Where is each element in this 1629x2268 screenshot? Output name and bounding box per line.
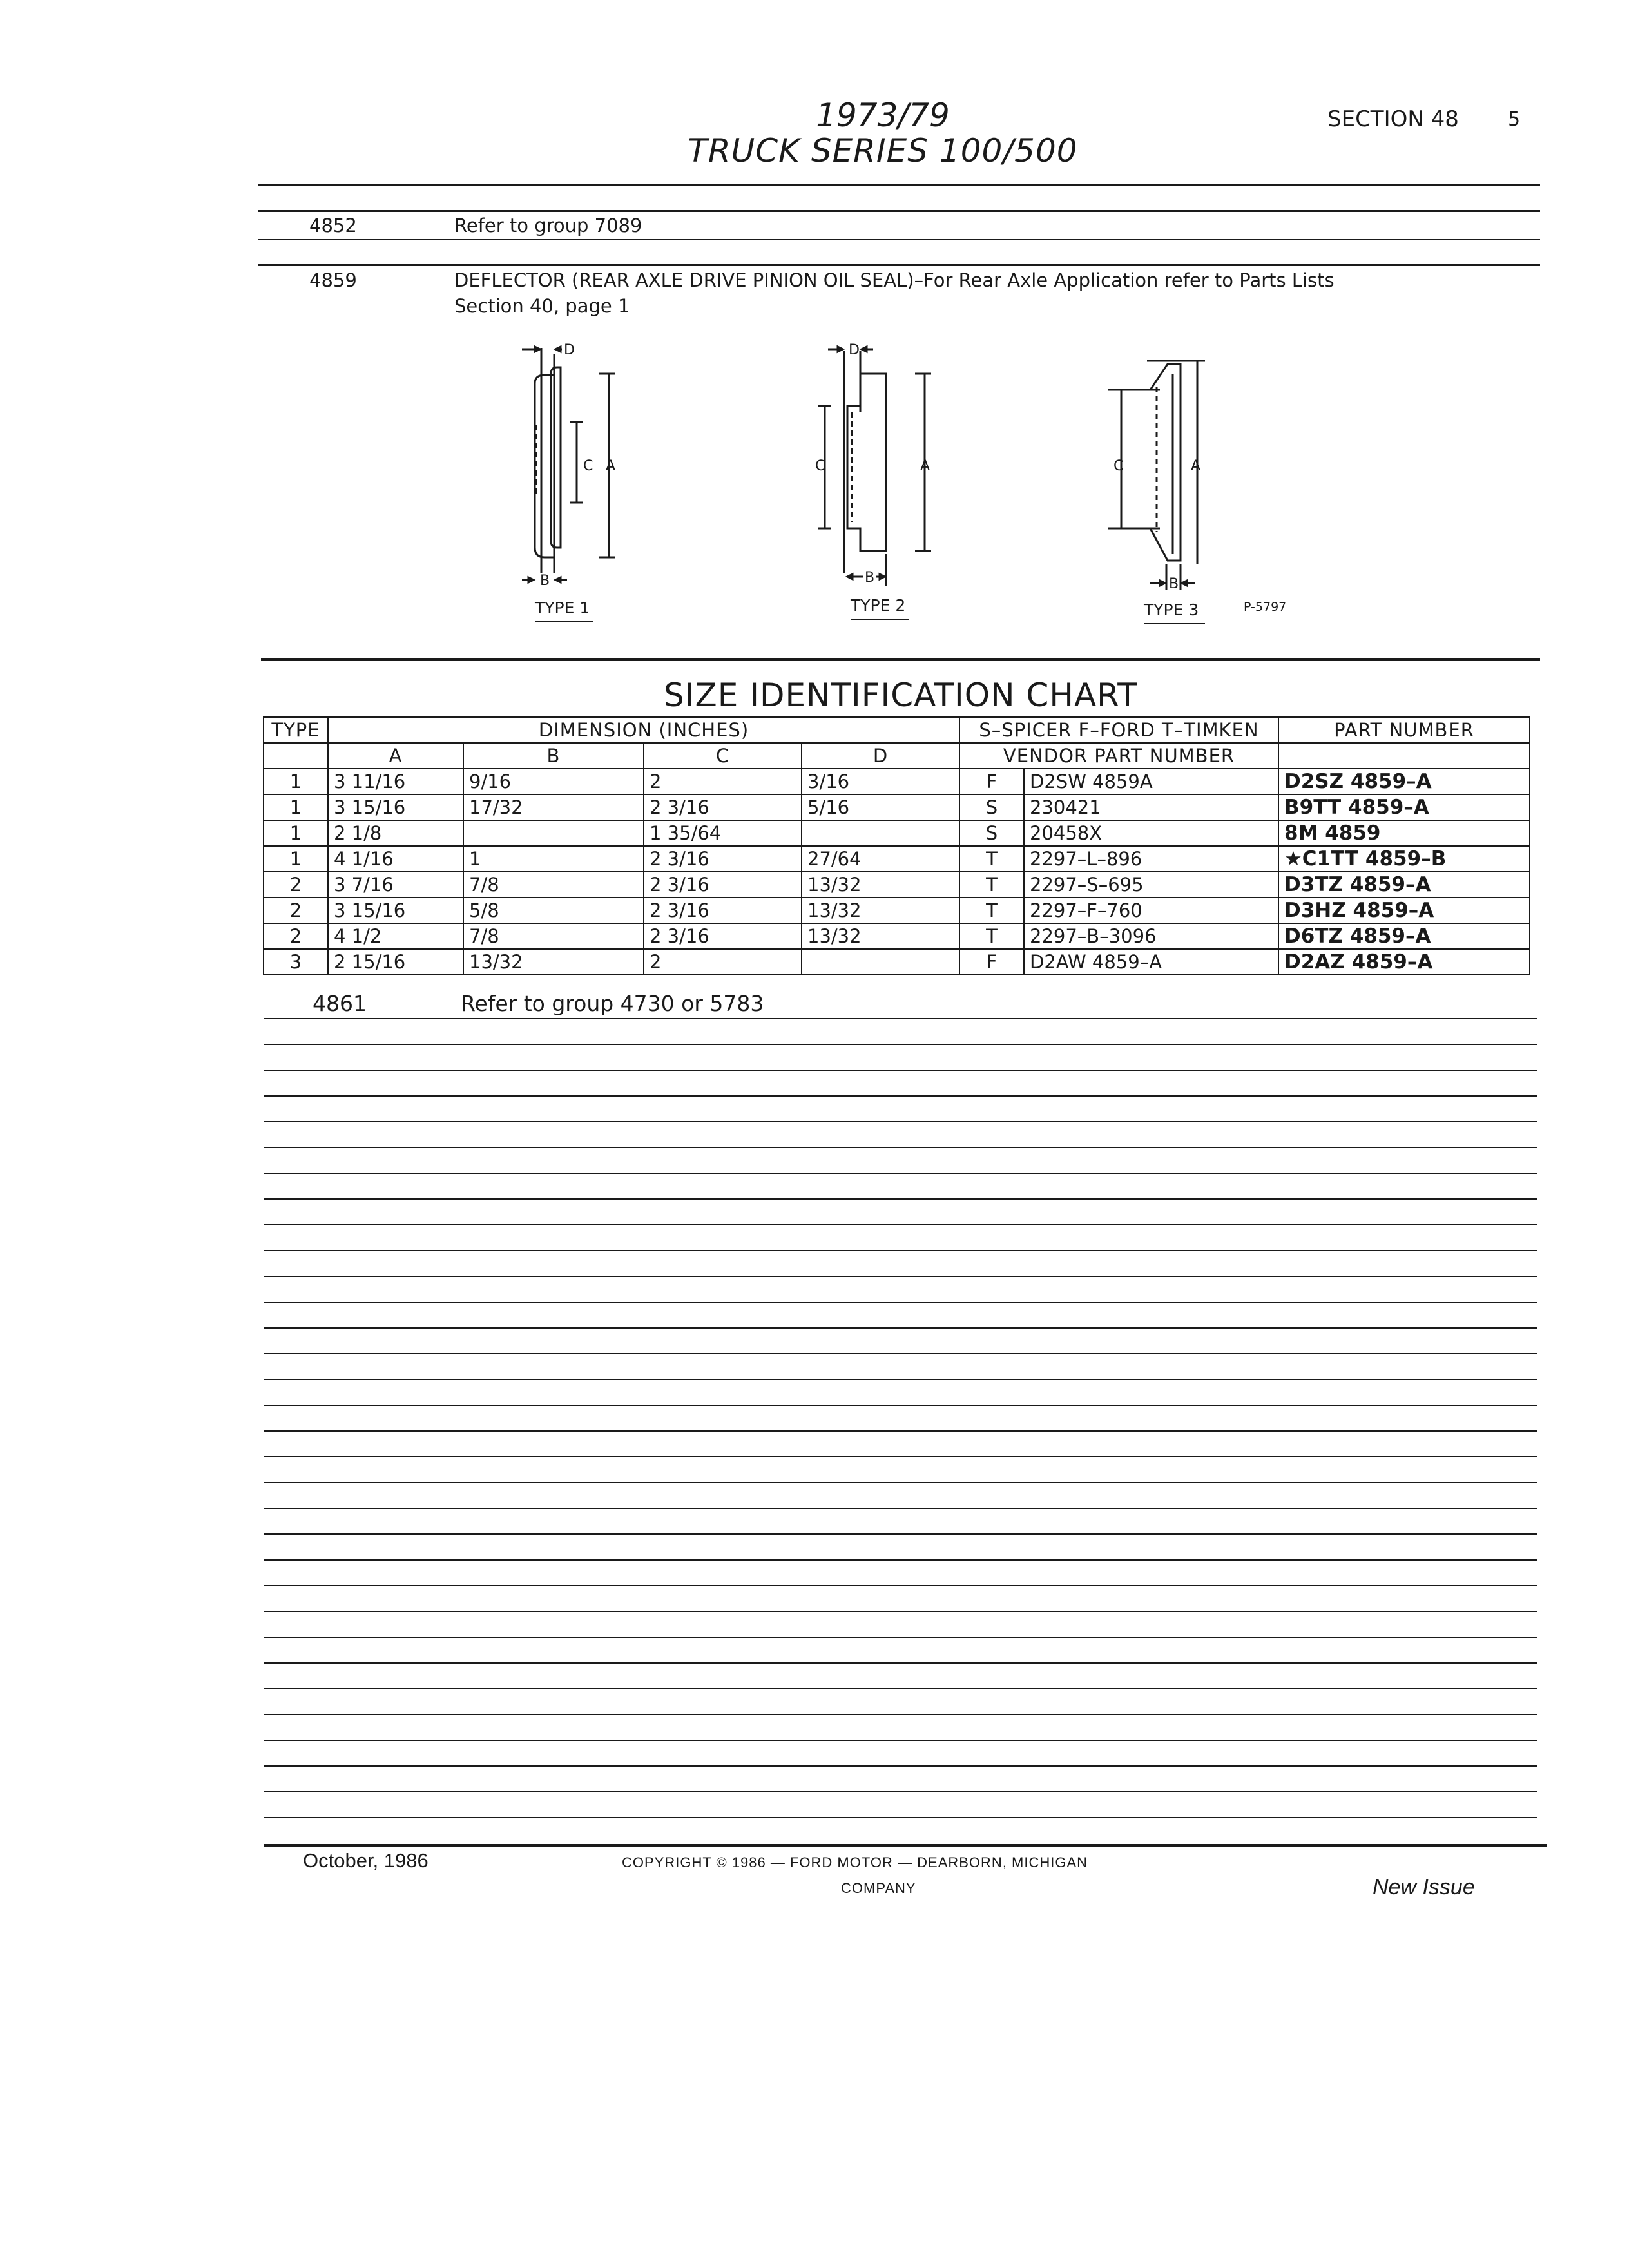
- cell-b: 5/8: [463, 898, 644, 923]
- cell-a: 2 15/16: [328, 949, 463, 975]
- entry-group-4859: 4859: [309, 269, 357, 291]
- type1-label: TYPE 1: [535, 599, 590, 617]
- header-rule: [258, 184, 1540, 186]
- table-row: [264, 898, 1530, 923]
- cell-type: 2: [264, 872, 328, 898]
- type1-dim-c: C: [583, 458, 593, 474]
- cell-c: 2 3/16: [644, 846, 802, 872]
- type3-dim-b: B: [1169, 576, 1179, 592]
- entry-text-4861: Refer to group 4730 or 5783: [461, 991, 764, 1016]
- cell-b: 17/32: [463, 794, 644, 820]
- type3-dim-a: A: [1191, 458, 1201, 474]
- type2-dim-d: D: [849, 342, 860, 358]
- entry-text-4859: DEFLECTOR (REAR AXLE DRIVE PINION OIL SEAL)–For Rear Axle Application refer to Parts Lists: [454, 269, 1335, 291]
- type2-diagram: [815, 342, 931, 620]
- cell-a: 3 15/16: [328, 794, 463, 820]
- header-series: TRUCK SERIES 100/500: [688, 132, 1078, 169]
- footer-company: COMPANY: [841, 1880, 916, 1896]
- type2-dim-b: B: [865, 570, 875, 586]
- table-row: [264, 923, 1530, 949]
- cell-vendor-pn: 230421: [1024, 794, 1278, 820]
- cell-type: 1: [264, 769, 328, 794]
- cell-d: 13/32: [802, 923, 959, 949]
- cell-vendor-pn: 2297–L–896: [1024, 846, 1278, 872]
- table-row: [264, 949, 1530, 975]
- entry-rule: [258, 239, 1540, 240]
- footer-issue-status: New Issue: [1373, 1875, 1475, 1899]
- cell-c: 2: [644, 949, 802, 975]
- header-year-range: 1973/79: [816, 97, 950, 134]
- entry-text-4859-line2: Section 40, page 1: [454, 295, 630, 317]
- cell-vendor: F: [959, 769, 1024, 794]
- table-row: [264, 769, 1530, 794]
- footer-rule: [264, 1844, 1547, 1847]
- table-header-row: [264, 717, 1530, 743]
- table-row: [264, 820, 1530, 846]
- star-icon: ★: [1284, 847, 1302, 870]
- type2-dim-c: C: [815, 458, 825, 474]
- cell-type: 2: [264, 898, 328, 923]
- entry-text-4852: Refer to group 7089: [454, 215, 642, 236]
- cell-c: 2 3/16: [644, 898, 802, 923]
- footer-copyright: COPYRIGHT © 1986 — FORD MOTOR — DEARBORN, MICHIGAN: [622, 1854, 1088, 1870]
- subcol-a: A: [328, 743, 463, 769]
- type1-diagram: [522, 342, 615, 622]
- cell-b: 7/8: [463, 923, 644, 949]
- cell-vendor-pn: 20458X: [1024, 820, 1278, 846]
- cell-part-number: D6TZ 4859–A: [1278, 923, 1530, 949]
- cell-b: 1: [463, 846, 644, 872]
- cell-part-number: 8M 4859: [1278, 820, 1530, 846]
- footer-date: October, 1986: [303, 1849, 429, 1872]
- cell-d: 13/32: [802, 898, 959, 923]
- header-page-number: 5: [1508, 108, 1521, 131]
- cell-type: 3: [264, 949, 328, 975]
- cell-d: [802, 820, 959, 846]
- cell-c: 1 35/64: [644, 820, 802, 846]
- type3-dim-c: C: [1113, 458, 1124, 474]
- subcol-blank: [264, 743, 328, 769]
- chart-top-rule: [261, 658, 1540, 661]
- cell-a: 3 11/16: [328, 769, 463, 794]
- cell-c: 2: [644, 769, 802, 794]
- cell-d: 5/16: [802, 794, 959, 820]
- chart-title: SIZE IDENTIFICATION CHART: [664, 677, 1138, 714]
- cell-part-number: D3TZ 4859–A: [1278, 872, 1530, 898]
- col-part-number: PART NUMBER: [1278, 717, 1530, 743]
- cell-type: 1: [264, 794, 328, 820]
- table-row: [264, 794, 1530, 820]
- type1-dim-a: A: [606, 458, 616, 474]
- entry-group-4861: 4861: [313, 991, 367, 1016]
- col-type: TYPE: [264, 717, 328, 743]
- type1-dim-b: B: [540, 573, 550, 589]
- cell-d: 3/16: [802, 769, 959, 794]
- type3-diagram: [1108, 361, 1286, 624]
- cell-d: 27/64: [802, 846, 959, 872]
- cell-part-number: D2SZ 4859–A: [1278, 769, 1530, 794]
- cell-b: 13/32: [463, 949, 644, 975]
- cell-c: 2 3/16: [644, 872, 802, 898]
- cell-vendor: T: [959, 872, 1024, 898]
- cell-part-number: ★C1TT 4859–B: [1278, 846, 1530, 872]
- cell-vendor: T: [959, 898, 1024, 923]
- cell-d: [802, 949, 959, 975]
- cell-c: 2 3/16: [644, 923, 802, 949]
- cell-a: 3 7/16: [328, 872, 463, 898]
- subcol-c: C: [644, 743, 802, 769]
- col-dimension: DIMENSION (INCHES): [328, 717, 959, 743]
- deflector-diagrams: [490, 335, 1392, 638]
- cell-type: 1: [264, 846, 328, 872]
- figure-ref: P-5797: [1244, 600, 1287, 614]
- cell-vendor-pn: 2297–B–3096: [1024, 923, 1278, 949]
- type3-label: TYPE 3: [1144, 601, 1199, 619]
- header-section: SECTION 48: [1327, 106, 1459, 132]
- cell-vendor: F: [959, 949, 1024, 975]
- cell-vendor: T: [959, 923, 1024, 949]
- subcol-blank: [1278, 743, 1530, 769]
- cell-part-number: D2AZ 4859–A: [1278, 949, 1530, 975]
- cell-part-number: B9TT 4859–A: [1278, 794, 1530, 820]
- cell-type: 2: [264, 923, 328, 949]
- cell-vendor-pn: 2297–F–760: [1024, 898, 1278, 923]
- cell-b: 9/16: [463, 769, 644, 794]
- cell-vendor-pn: 2297–S–695: [1024, 872, 1278, 898]
- subcol-vendor-part: VENDOR PART NUMBER: [959, 743, 1278, 769]
- table-subheader-row: [264, 743, 1530, 769]
- subcol-b: B: [463, 743, 644, 769]
- cell-part-number: D3HZ 4859–A: [1278, 898, 1530, 923]
- cell-vendor-pn: D2SW 4859A: [1024, 769, 1278, 794]
- type1-dim-d: D: [564, 342, 575, 358]
- type2-dim-a: A: [920, 458, 930, 474]
- size-identification-table: [263, 716, 1530, 975]
- cell-type: 1: [264, 820, 328, 846]
- col-vendor: S–SPICER F–FORD T–TIMKEN: [959, 717, 1278, 743]
- cell-vendor: S: [959, 820, 1024, 846]
- cell-a: 3 15/16: [328, 898, 463, 923]
- entry-rule: [258, 264, 1540, 266]
- table-row: [264, 872, 1530, 898]
- cell-c: 2 3/16: [644, 794, 802, 820]
- entry-rule-top: [258, 210, 1540, 212]
- type2-label: TYPE 2: [851, 596, 906, 615]
- cell-vendor-pn: D2AW 4859–A: [1024, 949, 1278, 975]
- cell-a: 4 1/2: [328, 923, 463, 949]
- cell-a: 4 1/16: [328, 846, 463, 872]
- subcol-d: D: [802, 743, 959, 769]
- cell-vendor: T: [959, 846, 1024, 872]
- cell-vendor: S: [959, 794, 1024, 820]
- cell-b: 7/8: [463, 872, 644, 898]
- table-row: [264, 846, 1530, 872]
- cell-d: 13/32: [802, 872, 959, 898]
- cell-b: [463, 820, 644, 846]
- entry-group-4852: 4852: [309, 215, 357, 236]
- cell-a: 2 1/8: [328, 820, 463, 846]
